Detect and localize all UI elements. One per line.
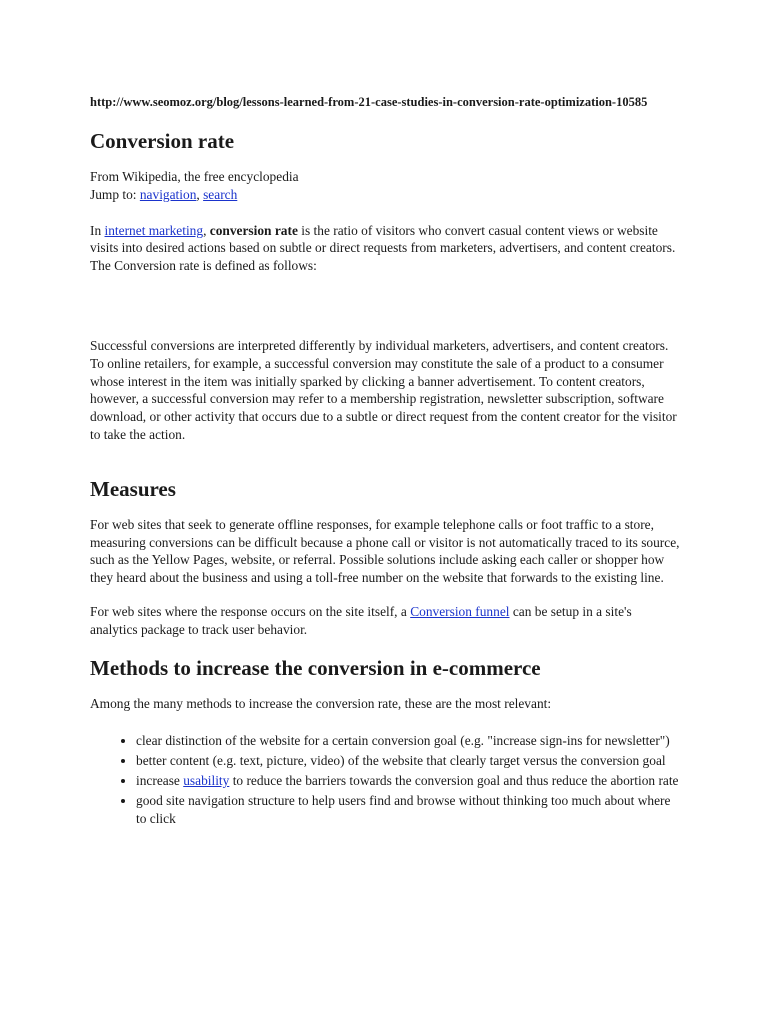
measures-paragraph-2 <box>90 603 680 639</box>
list-item: • better content (e.g. text, picture, video) of the website that clearly target versus the conversion goal <box>136 752 680 770</box>
item3-after: to reduce the barriers towards the conversion goal and thus reduce the abortion rate <box>229 772 679 788</box>
successful-conversions-paragraph: Successful conversions are interpreted differently by individual marketers, advertisers, and content creators. To online retailers, for example, a successful conversion may constitute the sale of a product to a consumer whose interest in the item was initially sparked by clicking a banner advertisement. To content creators, however, a successful conversion may refer to a membership registration, newsletter subscription, software download, or other activity that occurs due to a subtle or direct request from the content creator for the visitor to take the action. <box>90 337 677 442</box>
formula-space <box>90 291 680 337</box>
jump-to-label: Jump to: <box>90 186 140 202</box>
list-item <box>136 772 680 790</box>
jump-block <box>90 168 680 204</box>
jump-separator: , <box>196 186 204 202</box>
intro-in: In <box>90 222 105 238</box>
item3-before: increase <box>136 772 184 788</box>
intro-comma: , <box>203 222 210 238</box>
conversion-rate-bold: conversion rate <box>209 222 298 238</box>
measures-p2-after: can be setup in a site's analytics package to track user behavior. <box>90 603 632 637</box>
measures-p2-before: For web sites where the response occurs on the site itself, a <box>90 603 411 619</box>
section-space <box>90 460 680 476</box>
measures-heading: Measures <box>90 476 176 501</box>
methods-heading: Methods to increase the conversion in e-commerce <box>90 655 541 680</box>
page-title: Conversion rate <box>90 129 235 153</box>
from-wikipedia-text: From Wikipedia, the free encyclopedia <box>90 169 299 184</box>
intro-rest: is the ratio of visitors who convert casual content views or website visits into desired actions based on subtle or direct requests from marketers, advertisers, and content creators. The Conversion rate is defined as follows: <box>90 222 676 274</box>
intro-paragraph <box>90 222 680 275</box>
search-link[interactable]: search <box>203 186 238 202</box>
navigation-link[interactable]: navigation <box>139 186 197 202</box>
document-page <box>90 94 680 829</box>
usability-link[interactable]: usability <box>183 772 230 788</box>
source-url: http://www.seomoz.org/blog/lessons-learned-from-21-case-studies-in-conversion-rate-optimization-10585 <box>90 95 648 109</box>
list-item: • clear distinction of the website for a certain conversion goal (e.g. "increase sign-ins for newsletter") <box>136 732 680 750</box>
list-item: • good site navigation structure to help users find and browse without thinking too much about where to click <box>136 792 680 828</box>
internet-marketing-link[interactable]: internet marketing <box>104 222 204 238</box>
methods-intro: Among the many methods to increase the conversion rate, these are the most relevant: <box>90 695 552 711</box>
methods-list <box>90 732 680 827</box>
conversion-funnel-link[interactable]: Conversion funnel <box>410 603 510 619</box>
measures-paragraph-1: For web sites that seek to generate offline responses, for example telephone calls or foot traffic to a store, measuring conversions can be difficult because a phone call or visitor is not automatically traced to its source, such as the Yellow Pages, website, or referral. Possible solutions include asking each caller or shopper how they heard about the business and using a toll-free number on the website that forwards to the existing line. <box>90 516 680 586</box>
